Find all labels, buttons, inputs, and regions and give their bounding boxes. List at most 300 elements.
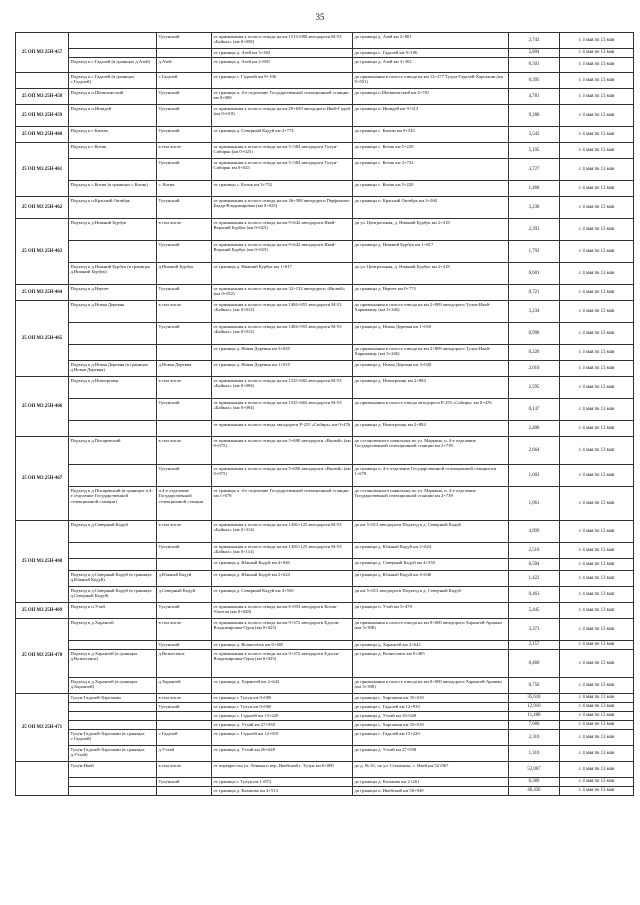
length-km-cell: 2,510 (509, 543, 560, 559)
segment-start-cell: от примыкания к полосе отвода на км 29+639 автодороги Икей-Гадуй (км 0+018) (212, 105, 353, 127)
table-row (16, 694, 634, 703)
district-cell: д.Харантей (157, 678, 212, 694)
segment-end-cell: до границы п. Икейский км 50+949 (353, 787, 509, 796)
length-km-cell: 2,010 (509, 361, 560, 377)
table-row (16, 730, 634, 746)
road-name-cell (69, 641, 157, 650)
table-row (16, 241, 634, 263)
length-km-cell: 0,147 (509, 399, 560, 421)
district-cell: д.Нижний Бурбук (157, 263, 212, 285)
segment-start-cell: от границы д. Вознесенск км 0+485 (212, 641, 353, 650)
table-row (16, 762, 634, 778)
length-km-cell: 0,756 (509, 678, 560, 694)
district-cell: Тулунский (157, 399, 212, 421)
segment-end-cell: до границы п. Ишидей км 9+313 (353, 105, 509, 127)
period-cell: с 4 мая по 13 мая (560, 712, 634, 721)
length-km-cell: 5,804 (509, 49, 560, 58)
length-km-cell: 1,310 (509, 746, 560, 762)
road-id-cell (16, 73, 69, 89)
road-name-cell: Подъезд к п.Шепшенгский (69, 89, 157, 105)
road-name-cell: Подъезд к д.Харантей (в границах д.Вознесенск) (69, 650, 157, 678)
table-row (16, 678, 634, 694)
road-name-cell: Тулун-Гадалей-Харгажин (69, 694, 157, 703)
table-row (16, 703, 634, 712)
segment-start-cell: от границы д. Южный Кадуй км 4+046 (212, 559, 353, 571)
table-row (16, 345, 634, 361)
period-cell: с 4 мая по 13 мая (560, 559, 634, 571)
segment-end-cell: до примыкания к полосе отвода на км 2+809 автодороги Тулун-Икей-Харкмажну (км 3+246) (353, 345, 509, 361)
road-id-cell: 25 ОП МЗ 25Н-463 (16, 219, 69, 285)
road-id-cell: 25 ОП МЗ 25Н-465 (16, 301, 69, 377)
road-name-cell (69, 721, 157, 730)
road-name-cell: Подъезд к с.Котик (в границах с.Котик) (69, 181, 157, 197)
period-cell: с 4 мая по 13 мая (560, 301, 634, 323)
table-row (16, 778, 634, 787)
segment-start-cell: от границы д. Казакова км 4+513 (212, 787, 353, 796)
table-row (16, 263, 634, 285)
length-km-cell: 1,603 (509, 465, 560, 487)
length-km-cell: 0,395 (509, 73, 560, 89)
length-km-cell: 7,680 (509, 721, 560, 730)
period-cell: с 4 мая по 13 мая (560, 89, 634, 105)
district-cell: п.4-е отделение Государственной селекционной станции (157, 487, 212, 521)
length-km-cell: 3,373 (509, 619, 560, 641)
district-cell: д.Новая Деревня (157, 361, 212, 377)
segment-end-cell: до ул. Центральная, д. Нижний Бурбук км 2+418 (353, 219, 509, 241)
length-km-cell: 12,910 (509, 703, 560, 712)
segment-end-cell: до границы с. Котик км 3+752 (353, 159, 509, 181)
length-km-cell: 35,618 (509, 694, 560, 703)
road-name-cell (69, 543, 157, 559)
district-cell: Тулунский (157, 603, 212, 619)
length-km-cell: 0,460 (509, 650, 560, 678)
road-name-cell: Подъезд к д.Писаревский (в границах п.4-е отделение Государственной селекционной станции) (69, 487, 157, 521)
road-name-cell: Подъезд к с.Котик (69, 143, 157, 159)
segment-start-cell: от примыкания к полосе отвода на км 5+690 автодороги «Вилюй» (км 0+075) (212, 465, 353, 487)
segment-start-cell: от границы д. Северный Кадуй км 4+774 (212, 127, 353, 143)
road-name-cell (69, 465, 157, 487)
length-km-cell: 1,468 (509, 181, 560, 197)
segment-start-cell: от границы д. Северный Кадуй км 4+550 (212, 587, 353, 603)
period-cell: с 4 мая по 13 мая (560, 377, 634, 399)
district-cell (157, 421, 212, 437)
length-km-cell: 4,781 (509, 89, 560, 105)
segment-start-cell: от границы п. 4-е отделение Государственной селекционной станции км 1+678 (212, 487, 353, 521)
road-id-cell: 25 ОП МЗ 25Н-461 (16, 143, 69, 197)
period-cell: с 4 мая по 13 мая (560, 465, 634, 487)
length-km-cell: 3,238 (509, 197, 560, 219)
period-cell: с 4 мая по 13 мая (560, 33, 634, 49)
segment-end-cell: до границы д. Новая Деревня км 1+010 (353, 323, 509, 345)
period-cell: с 4 мая по 13 мая (560, 587, 634, 603)
period-cell: с 4 мая по 13 мая (560, 571, 634, 587)
period-cell: с 4 мая по 13 мая (560, 730, 634, 746)
period-cell: с 4 мая по 13 мая (560, 437, 634, 465)
road-name-cell: Подъезд к д.Новая Деревня (69, 301, 157, 323)
period-cell: с 4 мая по 13 мая (560, 603, 634, 619)
segment-start-cell: от примыкания к полосе отвода на км 9+642 автодороги Икей-Верхний Бурбук (км 0+025) (212, 241, 353, 263)
district-cell: д.Утхай (157, 746, 212, 762)
road-name-cell: Подъезд к д.Северный Кадуй (69, 521, 157, 543)
road-id-cell (16, 762, 69, 796)
period-cell: с 4 мая по 13 мая (560, 181, 634, 197)
road-id-cell: 25 ОП МЗ 25Н-466 (16, 377, 69, 437)
table-row (16, 712, 634, 721)
district-cell (157, 559, 212, 571)
segment-start-cell: от границы д. Харантей км 2+642 (212, 678, 353, 694)
road-name-cell: Подъезд к с.Гадалей (в границах д.Азей) (69, 58, 157, 73)
segment-end-cell: до границы с. Гадалей км 15+220 (353, 730, 509, 746)
period-cell: с 4 мая по 13 мая (560, 361, 634, 377)
road-name-cell: Подъезд к д.Писаревский (69, 437, 157, 465)
segment-end-cell: до примыкания к полосе отвода автодороги Р-255 «Сибирь» км 0+476 (353, 399, 509, 421)
road-id-cell: 25 ОП МЗ 25Н-470 (16, 619, 69, 694)
period-cell: с 4 мая по 13 мая (560, 263, 634, 285)
length-km-cell: 0,501 (509, 58, 560, 73)
length-km-cell: 0,504 (509, 559, 560, 571)
road-name-cell (69, 421, 157, 437)
table-row (16, 197, 634, 219)
period-cell: с 4 мая по 13 мая (560, 703, 634, 712)
segment-start-cell: от примыкания к полосе отвода на км 6+853 автодороги Котик-Ульетая (км 0+028) (212, 603, 353, 619)
table-row (16, 465, 634, 487)
length-km-cell: 0,226 (509, 345, 560, 361)
period-cell: с 4 мая по 13 мая (560, 787, 634, 796)
road-name-cell (69, 559, 157, 571)
segment-end-cell: до границы п.Шепшенгский км 4+781 (353, 89, 509, 105)
segment-start-cell: от примыкания к полосе отвода на км 5+690 автодороги «Вилюй» (км 0+075) (212, 437, 353, 465)
road-id-cell: 25 ОП МЗ 25Н-462 (16, 197, 69, 219)
district-cell: д.Северный Кадуй (157, 587, 212, 603)
segment-start-cell: от границы с. Гадалей км 9+106 (212, 73, 353, 89)
period-cell: с 4 мая по 13 мая (560, 285, 634, 301)
segment-end-cell: до границы п. Утай км 5+470 (353, 603, 509, 619)
segment-end-cell: до границы д. Утхай км 27+938 (353, 746, 509, 762)
table-row (16, 571, 634, 587)
length-km-cell: 0,721 (509, 285, 560, 301)
road-name-cell (69, 787, 157, 796)
period-cell: с 4 мая по 13 мая (560, 650, 634, 678)
road-name-cell (69, 778, 157, 787)
length-km-cell: 2,595 (509, 377, 560, 399)
period-cell: с 4 мая по 13 мая (560, 219, 634, 241)
road-name-cell (69, 33, 157, 49)
segment-start-cell: от границы д. Новая Деревня км 3+020 (212, 345, 353, 361)
segment-start-cell: от границы с. Гадалей км 12+910 (212, 730, 353, 746)
road-closure-table (15, 32, 634, 796)
segment-start-cell: от границы д. Южный Кадуй км 2+624 (212, 571, 353, 587)
period-cell: с 4 мая по 13 мая (560, 762, 634, 778)
road-name-cell: Подъезд к д.Нерчет (69, 285, 157, 301)
district-cell: в том числе (157, 143, 212, 159)
road-name-cell: Подъезд к д.Нижний Бурбук (69, 219, 157, 241)
page-number: 35 (315, 12, 325, 22)
road-id-cell: 25 ОП МЗ 25Н-469 (16, 603, 69, 619)
table-row (16, 361, 634, 377)
period-cell: с 4 мая по 13 мая (560, 105, 634, 127)
table-row (16, 58, 634, 73)
road-name-cell: Тулун-Икей (69, 762, 157, 778)
district-cell: Тулунский (157, 241, 212, 263)
period-cell: с 4 мая по 13 мая (560, 641, 634, 650)
road-id-cell: 25 ОП МЗ 25Н-457 (16, 33, 69, 73)
road-name-cell (69, 323, 157, 345)
road-name-cell: Подъезд к д.Северный Кадуй (в границах д.Южный Кадуй) (69, 571, 157, 587)
table-row (16, 437, 634, 465)
table-row (16, 301, 634, 323)
segment-end-cell: до остановочного павильона по ул. Маркина, п. 4-е отделение Государственной селекционной станции км 2+739 (353, 487, 509, 521)
table-row (16, 619, 634, 641)
district-cell (157, 712, 212, 721)
segment-start-cell: от границы г. Тулун км 0+000 (212, 694, 353, 703)
table-row (16, 399, 634, 421)
period-cell: с 4 мая по 13 мая (560, 73, 634, 89)
segment-end-cell: до примыкания к полосе отвода на км 0+000 автодороги Харантей-Арашан (км 3+398) (353, 619, 509, 641)
length-km-cell: 1,061 (509, 487, 560, 521)
road-name-cell (69, 703, 157, 712)
segment-start-cell: от границы г. Тулун км 1+872 (212, 778, 353, 787)
segment-start-cell: от примыкания к полосе отвода на км 5+384 автодороги Тулун-Сибиряк км 0+025 (212, 159, 353, 181)
district-cell (157, 49, 212, 58)
period-cell: с 4 мая по 13 мая (560, 746, 634, 762)
table-row (16, 323, 634, 345)
table-row (16, 73, 634, 89)
segment-start-cell: от границы д. Азей км 2+801 (212, 58, 353, 73)
length-km-cell: 2,310 (509, 730, 560, 746)
table-row (16, 219, 634, 241)
segment-start-cell: от примыкания к полосе отвода на км 1525+665 автодороги М-53 «Байкал» (км 0+094) (212, 399, 353, 421)
district-cell: в том числе (157, 219, 212, 241)
road-id-cell: 25 ОП МЗ 25Н-467 (16, 437, 69, 521)
district-cell: с.Гадалей (157, 73, 212, 89)
length-km-cell: 1,792 (509, 241, 560, 263)
road-id-cell: 25 ОП МЗ 25Н-468 (16, 521, 69, 603)
district-cell (157, 345, 212, 361)
length-km-cell: 3,234 (509, 301, 560, 323)
segment-start-cell: от границы с. Гадалей км 15+220 (212, 712, 353, 721)
length-km-cell: 9,288 (509, 105, 560, 127)
district-cell: Тулунский (157, 159, 212, 181)
road-name-cell: Тулун-Гадалей-Харгажин (в границах д.Утхай) (69, 746, 157, 762)
period-cell: с 4 мая по 13 мая (560, 619, 634, 641)
district-cell: в том числе (157, 301, 212, 323)
length-km-cell: 2,408 (509, 421, 560, 437)
district-cell: Тулунский (157, 641, 212, 650)
segment-start-cell: от границы д. Новая Деревня км 1+010 (212, 361, 353, 377)
period-cell: с 4 мая по 13 мая (560, 399, 634, 421)
road-id-cell: 25 ОП МЗ 25Н-459 (16, 105, 69, 127)
table-row (16, 587, 634, 603)
segment-end-cell: до д. № 61, по ул. Степанова, с. Икей км 52+067 (353, 762, 509, 778)
period-cell: с 4 мая по 13 мая (560, 421, 634, 437)
table-row (16, 33, 634, 49)
segment-end-cell: до границы с. Котик км 5+220 (353, 143, 509, 159)
length-km-cell: 0,463 (509, 587, 560, 603)
district-cell: Тулунский (157, 465, 212, 487)
district-cell: в том числе (157, 762, 212, 778)
road-id-cell: 25 ОП МЗ 25Н-460 (16, 127, 69, 143)
segment-end-cell: до остановочного павильона по ул. Маркина, п. 4-е отделение Государственной селекционной станции км 2+739 (353, 437, 509, 465)
segment-start-cell: от границы п. 4-е отделение Государственной селекционной станции км 0+000 (212, 89, 353, 105)
segment-end-cell: до границы д. Азей км 3+302 (353, 58, 509, 73)
district-cell: в том числе (157, 437, 212, 465)
road-name-cell: Подъезд к д.Новая Деревня (в границах д.Новая Деревня) (69, 361, 157, 377)
segment-start-cell: от границы с. Котик км 3+752 (212, 181, 353, 197)
segment-end-cell: до границы п. Красный Октябрь км 3+260 (353, 197, 509, 219)
road-name-cell: Подъезд к п.Ишидей (69, 105, 157, 127)
district-cell: Тулунский (157, 127, 212, 143)
length-km-cell: 0,998 (509, 323, 560, 345)
period-cell: с 4 мая по 13 мая (560, 159, 634, 181)
district-cell: д.Вознесенск (157, 650, 212, 678)
road-name-cell (69, 49, 157, 58)
length-km-cell: 0,389 (509, 778, 560, 787)
length-km-cell: 4,899 (509, 521, 560, 543)
table-row (16, 746, 634, 762)
road-name-cell (69, 399, 157, 421)
segment-start-cell: от перекрестка ул. Ленина и пер. Икейский г. Тулун км 0+000 (212, 762, 353, 778)
period-cell: с 4 мая по 13 мая (560, 521, 634, 543)
segment-end-cell: до границы д. Новотроицк км 2+884 (353, 421, 509, 437)
table-row (16, 559, 634, 571)
district-cell: д.Южный Кадуй (157, 571, 212, 587)
segment-start-cell: от примыкания к полосе отвода на км 1513+080 автодороги М-53 «Байкал» (км 0+058) (212, 33, 353, 49)
period-cell: с 4 мая по 13 мая (560, 543, 634, 559)
length-km-cell: 0,601 (509, 263, 560, 285)
district-cell: в том числе (157, 694, 212, 703)
road-name-cell (69, 159, 157, 181)
length-km-cell: 2,393 (509, 219, 560, 241)
table-row (16, 787, 634, 796)
segment-start-cell: от примыкания к полосе отвода автодороги Р-255 «Сибирь» км 0+476 (212, 421, 353, 437)
table-row (16, 105, 634, 127)
segment-start-cell: от границы г. Тулун км 0+000 (212, 703, 353, 712)
length-km-cell: 11,408 (509, 712, 560, 721)
table-row (16, 127, 634, 143)
district-cell: Тулунский (157, 105, 212, 127)
segment-end-cell: до границы д. Харантей км 2+642 (353, 641, 509, 650)
segment-start-cell: от примыкания к полосе отвода на км 1456+125 автодороги М-53 «Байкал» (км 0+314) (212, 521, 353, 543)
period-cell: с 4 мая по 13 мая (560, 143, 634, 159)
segment-end-cell: до границы д. Казакова км 2+261 (353, 778, 509, 787)
road-name-cell: Подъезд к с.Килим (69, 127, 157, 143)
road-name-cell (69, 345, 157, 361)
road-name-cell: Подъезд к п.Красный Октябрь (69, 197, 157, 219)
district-cell: Тулунский (157, 285, 212, 301)
length-km-cell: 3,727 (509, 159, 560, 181)
segment-start-cell: от примыкания к полосе отвода на км 5+384 автодороги Тулун-Сибиряк (км 0+025) (212, 143, 353, 159)
segment-end-cell: до границы с. Харгажин км 35+618 (353, 694, 509, 703)
length-km-cell: 52,067 (509, 762, 560, 778)
period-cell: с 4 мая по 13 мая (560, 241, 634, 263)
table-row (16, 603, 634, 619)
segment-end-cell: до границы д. Нижний Бурбук км 1+817 (353, 241, 509, 263)
district-cell: Тулунский (157, 197, 212, 219)
length-km-cell: 3,543 (509, 127, 560, 143)
table-row (16, 49, 634, 58)
segment-end-cell: до границы д. Утхай км 26+628 (353, 712, 509, 721)
district-cell: с. Котик (157, 181, 212, 197)
segment-end-cell: до границы с. Гадалей км 12+910 (353, 703, 509, 712)
length-km-cell: 5,195 (509, 143, 560, 159)
period-cell: с 4 мая по 13 мая (560, 721, 634, 730)
segment-end-cell: до границы д. Северный Кадуй км 4+550 (353, 559, 509, 571)
road-name-cell: Тулун-Гадалей-Харгажин (в границах с.Гадалей) (69, 730, 157, 746)
district-cell: с.Гадалей (157, 730, 212, 746)
length-km-cell: 1,422 (509, 571, 560, 587)
segment-start-cell: от примыкания к полосе отвода на км 9+372 автодороги Едогон-Владимировка-Одон (км 0+025) (212, 650, 353, 678)
segment-end-cell: до границы д. Вознесенск км 0+485 (353, 650, 509, 678)
segment-end-cell: до границы д. Нерчет км 0+773 (353, 285, 509, 301)
segment-start-cell: от примыкания к полосе отвода на км 1525+665 автодороги М-53 «Байкал» (км 0+094) (212, 377, 353, 399)
segment-start-cell: от примыкания к полосе отвода на км 9+642 автодороги Икей-Верхний Бурбук (км 0+025) (212, 219, 353, 241)
district-cell: д.Азей (157, 58, 212, 73)
road-id-cell: 25 ОП МЗ 25Н-464 (16, 285, 69, 301)
road-name-cell: Подъезд к п.Утай (69, 603, 157, 619)
district-cell: Тулунский (157, 89, 212, 105)
district-cell: в том числе (157, 377, 212, 399)
period-cell: с 4 мая по 13 мая (560, 49, 634, 58)
road-name-cell: Подъезд к с.Гадалей (в границах с.Гадалей) (69, 73, 157, 89)
table-row (16, 641, 634, 650)
district-cell: Тулунский (157, 33, 212, 49)
segment-end-cell: до границы д. Новая Деревня км 3+020 (353, 361, 509, 377)
segment-end-cell: до примыкания к полосе отвода на км 12+277 Тулун-Гадалей-Харгажин (км 9+501) (353, 73, 509, 89)
segment-start-cell: от границы д. Азей км 3+302 (212, 49, 353, 58)
segment-end-cell: до границы с. Котик км 5+220 (353, 181, 509, 197)
length-km-cell: 2,157 (509, 641, 560, 650)
segment-start-cell: от границы д. Утхай км 27+938 (212, 721, 353, 730)
table-row (16, 285, 634, 301)
table-row (16, 421, 634, 437)
segment-start-cell: от примыкания к полосе отвода на км 32+132 автодороги «Вилюй» (км 0+052) (212, 285, 353, 301)
period-cell: с 4 мая по 13 мая (560, 778, 634, 787)
length-km-cell: 5,445 (509, 603, 560, 619)
segment-end-cell: до границы д. Новотроицк км 2+884 (353, 377, 509, 399)
segment-start-cell: от примыкания к полосе отвода на км 1484+955 автодороги М-53 «Байкал» (км 0+012) (212, 323, 353, 345)
segment-end-cell: до границы д. Южный Кадуй км 4+046 (353, 571, 509, 587)
length-km-cell: 46,436 (509, 787, 560, 796)
period-cell: с 4 мая по 13 мая (560, 487, 634, 521)
period-cell: с 4 мая по 13 мая (560, 345, 634, 361)
table-row (16, 721, 634, 730)
district-cell: Тулунский (157, 543, 212, 559)
segment-end-cell: до границы с. Харгажин км 35+618 (353, 721, 509, 730)
table-row (16, 543, 634, 559)
road-name-cell: Подъезд к д.Нижний Бурбук (в границах д.Нижний Бурбук) (69, 263, 157, 285)
length-km-cell: 2,743 (509, 33, 560, 49)
district-cell (157, 787, 212, 796)
district-cell: Тулунский (157, 778, 212, 787)
segment-start-cell: от примыкания к полосе отвода на км 9+372 автодороги Едогон-Владимировка-Одон (км 0+025) (212, 619, 353, 641)
district-cell: Тулунский (157, 703, 212, 712)
table-row (16, 143, 634, 159)
district-cell (157, 721, 212, 730)
segment-end-cell: до границы с. Килим км 9+543 (353, 127, 509, 143)
road-name-cell: Подъезд к д.Харантей (69, 619, 157, 641)
segment-end-cell: до границы д. Южный Кадуй км 2+624 (353, 543, 509, 559)
period-cell: с 4 мая по 13 мая (560, 127, 634, 143)
table-row (16, 159, 634, 181)
segment-end-cell: до ул. Центральная, д. Нижний Бурбук км 2+418 (353, 263, 509, 285)
length-km-cell: 2,664 (509, 437, 560, 465)
segment-end-cell: до км 5+013 автодороги Подъезд к д. Северный Кадуй (353, 521, 509, 543)
table-row (16, 487, 634, 521)
period-cell: с 4 мая по 13 мая (560, 197, 634, 219)
segment-start-cell: от примыкания к полосе отвода на км 1456+125 автодороги М-53 «Байкал» (км 0+114) (212, 543, 353, 559)
segment-start-cell: от примыкания к полосе отвода на км 36+588 автодороги Перфилово-Бадар-Владимировка (км 0+025) (212, 197, 353, 219)
district-cell: в том числе (157, 619, 212, 641)
